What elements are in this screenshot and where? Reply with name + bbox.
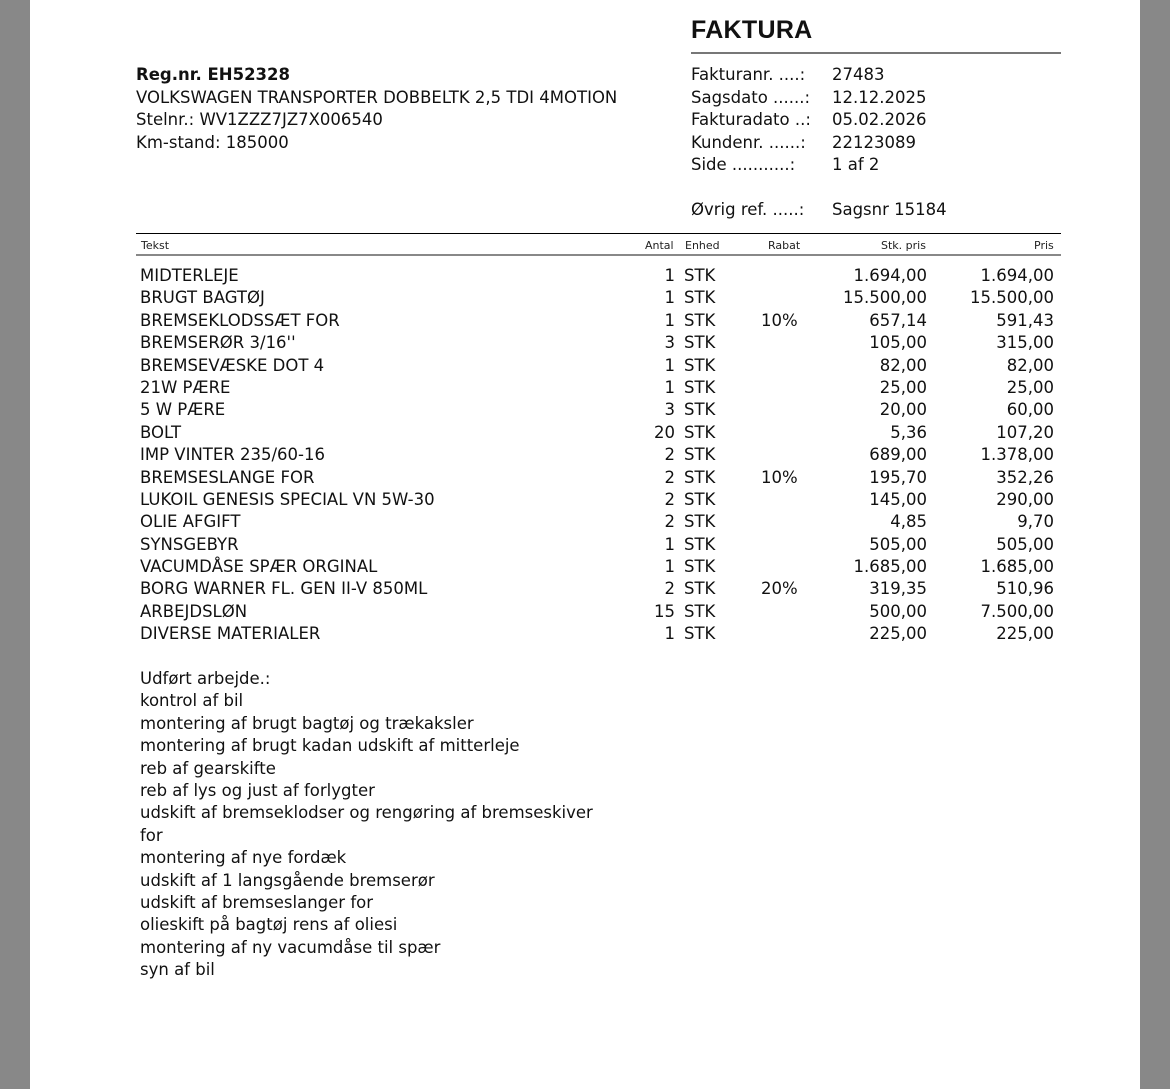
chassis-number: Stelnr.: WV1ZZZ7JZ7X006540 xyxy=(136,110,383,129)
meta-label: Fakturanr. ....: xyxy=(691,65,806,84)
item-quantity: 2 xyxy=(664,489,675,509)
line-items xyxy=(136,265,1061,646)
item-unit-price: 195,70 xyxy=(869,467,927,487)
table-row xyxy=(136,332,1061,354)
notes-lines xyxy=(140,690,593,981)
item-unit-price: 145,00 xyxy=(869,489,927,509)
item-price: 290,00 xyxy=(996,489,1054,509)
item-unit-price: 689,00 xyxy=(869,445,927,465)
note-line: reb af gearskifte xyxy=(140,758,276,778)
item-unit: STK xyxy=(684,467,716,487)
item-unit-price: 25,00 xyxy=(879,377,927,397)
item-discount: 10% xyxy=(761,467,798,487)
table-header-rule xyxy=(136,254,1061,256)
note-line: montering af brugt kadan udskift af mitterleje xyxy=(140,736,520,756)
item-unit-price: 82,00 xyxy=(879,355,927,375)
invoice-meta xyxy=(691,64,947,222)
meta-value: Sagsnr 15184 xyxy=(832,200,947,219)
item-price: 60,00 xyxy=(1006,400,1054,420)
item-quantity: 1 xyxy=(664,355,675,375)
table-row xyxy=(136,467,1061,489)
item-price: 107,20 xyxy=(996,422,1054,442)
col-header-enhed: Enhed xyxy=(685,239,720,252)
item-quantity: 1 xyxy=(664,266,675,285)
item-price: 352,26 xyxy=(996,467,1054,487)
item-unit-price: 4,85 xyxy=(890,512,927,532)
item-text: BREMSEVÆSKE DOT 4 xyxy=(140,355,325,375)
item-unit: STK xyxy=(684,579,716,599)
item-text: BOLT xyxy=(140,422,182,442)
item-text: BREMSERØR 3/16'' xyxy=(140,333,296,353)
item-quantity: 1 xyxy=(664,310,675,330)
meta-label: Fakturadato ..: xyxy=(691,110,811,129)
item-quantity: 3 xyxy=(664,400,675,420)
item-text: BREMSEKLODSSÆT FOR xyxy=(140,310,340,330)
item-text: LUKOIL GENESIS SPECIAL VN 5W-30 xyxy=(140,489,435,509)
item-quantity: 1 xyxy=(664,377,675,397)
item-unit: STK xyxy=(684,601,716,621)
title-divider xyxy=(691,52,1061,54)
note-line: montering af ny vacumdåse til spær xyxy=(140,937,441,957)
col-header-antal: Antal xyxy=(645,239,674,252)
item-unit: STK xyxy=(684,355,716,375)
meta-label: Kundenr. ......: xyxy=(691,132,806,152)
meta-ovrig-ref xyxy=(691,199,947,222)
item-unit: STK xyxy=(684,288,716,308)
table-row xyxy=(136,511,1061,533)
col-header-pris: Pris xyxy=(1034,239,1054,252)
table-row xyxy=(136,265,1061,287)
item-unit-price: 225,00 xyxy=(869,624,927,644)
meta-value: 22123089 xyxy=(832,132,916,152)
item-unit-price: 105,00 xyxy=(869,333,927,353)
item-quantity: 2 xyxy=(664,512,675,532)
note-line: udskift af bremseslanger for xyxy=(140,893,374,913)
item-quantity: 1 xyxy=(664,624,675,644)
item-discount: 10% xyxy=(761,310,798,330)
table-row xyxy=(136,444,1061,466)
table-row xyxy=(136,287,1061,309)
item-text: 21W PÆRE xyxy=(140,377,231,397)
work-notes xyxy=(140,668,593,982)
item-quantity: 1 xyxy=(664,557,675,577)
invoice-title: FAKTURA xyxy=(691,16,813,44)
item-price: 9,70 xyxy=(1017,512,1054,532)
note-line: udskift af 1 langsgående bremserør xyxy=(140,870,435,890)
item-price: 82,00 xyxy=(1006,355,1054,375)
item-text: BORG WARNER FL. GEN II-V 850ML xyxy=(140,579,428,599)
item-price: 225,00 xyxy=(996,624,1054,644)
meta-label: Øvrig ref. .....: xyxy=(691,200,805,219)
item-unit-price: 20,00 xyxy=(879,400,927,420)
item-unit: STK xyxy=(684,534,716,554)
item-text: DIVERSE MATERIALER xyxy=(140,624,321,644)
meta-sagsdato xyxy=(691,87,947,110)
note-line: reb af lys og just af forlygter xyxy=(140,781,375,801)
table-row xyxy=(136,623,1061,645)
item-quantity: 1 xyxy=(664,288,675,308)
table-top-rule xyxy=(136,233,1061,234)
item-unit-price: 1.685,00 xyxy=(853,557,927,577)
item-unit: STK xyxy=(684,400,716,420)
item-unit: STK xyxy=(684,422,716,442)
item-unit-price: 15.500,00 xyxy=(843,288,927,308)
item-unit-price: 657,14 xyxy=(869,310,927,330)
item-quantity: 3 xyxy=(664,333,675,353)
item-unit-price: 319,35 xyxy=(869,579,927,599)
item-quantity: 2 xyxy=(664,579,675,599)
item-unit-price: 1.694,00 xyxy=(853,266,927,285)
item-text: 5 W PÆRE xyxy=(140,400,226,420)
item-price: 25,00 xyxy=(1006,377,1054,397)
note-line: for xyxy=(140,825,163,845)
item-price: 505,00 xyxy=(996,534,1054,554)
item-quantity: 15 xyxy=(654,601,675,621)
item-unit: STK xyxy=(684,333,716,353)
invoice-page xyxy=(30,0,1140,1089)
meta-value: 27483 xyxy=(832,65,885,84)
item-unit: STK xyxy=(684,512,716,532)
item-unit-price: 505,00 xyxy=(869,534,927,554)
item-text: SYNSGEBYR xyxy=(140,534,239,554)
table-row xyxy=(136,355,1061,377)
note-line: olieskift på bagtøj rens af oliesi xyxy=(140,915,398,935)
item-text: VACUMDÅSE SPÆR ORGINAL xyxy=(140,557,378,577)
item-quantity: 1 xyxy=(664,534,675,554)
registration-number: Reg.nr. EH52328 xyxy=(136,65,291,84)
note-line: syn af bil xyxy=(140,960,215,980)
meta-label: Side ...........: xyxy=(691,155,796,174)
item-price: 591,43 xyxy=(996,310,1054,330)
odometer: Km-stand: 185000 xyxy=(136,132,289,152)
note-line: kontrol af bil xyxy=(140,691,244,711)
item-text: BREMSESLANGE FOR xyxy=(140,467,315,487)
item-price: 1.685,00 xyxy=(980,557,1054,577)
item-price: 1.378,00 xyxy=(980,445,1054,465)
item-unit-price: 5,36 xyxy=(890,422,927,442)
meta-fakturadato xyxy=(691,109,947,132)
item-unit: STK xyxy=(684,377,716,397)
item-price: 1.694,00 xyxy=(980,266,1054,285)
item-quantity: 2 xyxy=(664,467,675,487)
table-row xyxy=(136,601,1061,623)
col-header-rabat: Rabat xyxy=(768,239,801,252)
item-price: 7.500,00 xyxy=(980,601,1054,621)
item-price: 15.500,00 xyxy=(970,288,1054,308)
meta-fakturanr xyxy=(691,64,947,87)
vehicle-info xyxy=(136,64,617,154)
item-unit: STK xyxy=(684,310,716,330)
item-unit-price: 500,00 xyxy=(869,601,927,621)
meta-label: Sagsdato ......: xyxy=(691,87,811,107)
item-text: OLIE AFGIFT xyxy=(140,512,241,532)
col-header-stk-pris: Stk. pris xyxy=(881,239,926,252)
item-unit: STK xyxy=(684,489,716,509)
item-text: IMP VINTER 235/60-16 xyxy=(140,445,326,465)
item-unit: STK xyxy=(684,266,716,285)
note-line: montering af nye fordæk xyxy=(140,848,347,868)
table-row xyxy=(136,310,1061,332)
table-row xyxy=(136,422,1061,444)
table-row xyxy=(136,534,1061,556)
item-price: 315,00 xyxy=(996,333,1054,353)
item-quantity: 2 xyxy=(664,445,675,465)
item-price: 510,96 xyxy=(996,579,1054,599)
table-row xyxy=(136,556,1061,578)
meta-value: 12.12.2025 xyxy=(832,87,927,107)
item-unit: STK xyxy=(684,445,716,465)
meta-value: 05.02.2026 xyxy=(832,110,927,129)
notes-heading: Udført arbejde.: xyxy=(140,669,271,688)
vehicle-model: VOLKSWAGEN TRANSPORTER DOBBELTK 2,5 TDI 4MOTION xyxy=(136,87,618,107)
item-quantity: 20 xyxy=(654,422,675,442)
col-header-tekst: Tekst xyxy=(141,239,170,252)
meta-side xyxy=(691,154,947,177)
item-discount: 20% xyxy=(761,579,798,599)
table-row xyxy=(136,489,1061,511)
item-unit: STK xyxy=(684,557,716,577)
item-text: MIDTERLEJE xyxy=(140,266,239,285)
table-row xyxy=(136,377,1061,399)
item-text: ARBEJDSLØN xyxy=(140,601,248,621)
table-row xyxy=(136,399,1061,421)
table-row xyxy=(136,578,1061,600)
meta-value: 1 af 2 xyxy=(832,155,880,174)
item-text: BRUGT BAGTØJ xyxy=(140,288,265,308)
meta-kundenr xyxy=(691,132,947,155)
item-unit: STK xyxy=(684,624,716,644)
note-line: udskift af bremseklodser og rengøring af bremseskiver xyxy=(140,803,593,823)
note-line: montering af brugt bagtøj og trækaksler xyxy=(140,713,474,733)
